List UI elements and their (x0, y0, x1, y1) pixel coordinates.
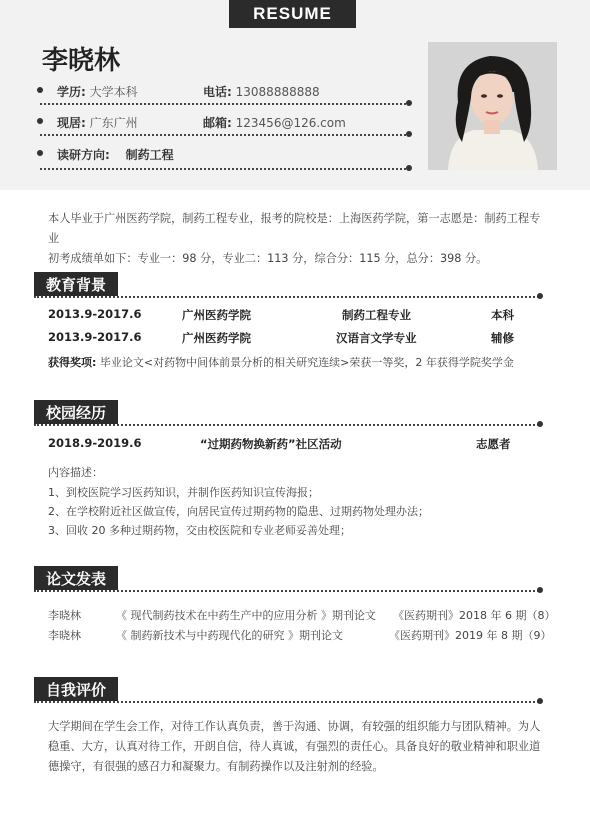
self-eval-line: 大学期间在学生会工作，对待工作认真负责，善于沟通、协调，有较强的组织能力与团队精神。为人 (48, 720, 541, 733)
edu-degree: 辅修 (491, 331, 514, 345)
awards-line (48, 354, 514, 370)
profile-photo (428, 42, 557, 170)
bullet-dot (537, 587, 543, 593)
paper-journal: 《医药期刊》2019 年 8 期（9） (389, 629, 552, 642)
summary-text (48, 209, 548, 269)
bullet-dot (37, 118, 43, 124)
section-title-campus: 校园经历 (34, 400, 118, 424)
dotted-divider (40, 103, 410, 105)
edu-period: 2013.9-2017.6 (48, 330, 142, 344)
edu-major: 制药工程专业 (342, 308, 411, 322)
location-label: 现居: (57, 116, 86, 130)
section-title-papers: 论文发表 (34, 566, 118, 590)
campus-role: 志愿者 (476, 437, 511, 451)
summary-line: 初考成绩单如下：专业一：98 分，专业二：113 分，综合分：115 分，总分：398 分。 (48, 252, 488, 265)
location-value: 广东广州 (89, 116, 138, 130)
edu-degree: 本科 (491, 308, 514, 322)
bullet-dot (406, 100, 412, 106)
awards-text: 毕业论文<对药物中间体前景分析的相关研究连续>荣获一等奖，2 年获得学院奖学金 (99, 356, 514, 369)
phone-label: 电话: (203, 85, 232, 99)
self-eval-text (48, 717, 548, 777)
phone-value: 13088888888 (235, 85, 320, 99)
bullet-dot (37, 87, 43, 93)
edu-school: 广州医药学院 (182, 308, 251, 322)
paper-journal: 《医药期刊》2018 年 6 期（8） (393, 609, 556, 622)
section-divider (34, 296, 539, 298)
direction-value: 制药工程 (125, 148, 174, 162)
dotted-divider (40, 134, 410, 136)
email-label: 邮箱: (203, 116, 232, 130)
section-title-self-eval: 自我评价 (34, 677, 118, 701)
bullet-dot (537, 421, 543, 427)
campus-desc-item: 1、到校医院学习医药知识，并制作医药知识宣传海报； (48, 486, 319, 499)
paper-author: 李晓林 (48, 609, 81, 622)
campus-period: 2018.9-2019.6 (48, 436, 142, 450)
resume-banner: RESUME (229, 0, 356, 28)
email-value: 123456@126.com (235, 116, 346, 130)
paper-title: 《 制药新技术与中药现代化的研究 》期刊论文 (116, 629, 343, 642)
section-divider (34, 424, 539, 426)
location-field (57, 114, 138, 131)
campus-activity: “过期药物换新药”社区活动 (200, 437, 342, 451)
education-field (57, 83, 138, 100)
edu-major: 汉语言文学专业 (336, 331, 417, 345)
portrait-icon (428, 42, 557, 170)
bullet-dot (537, 698, 543, 704)
bullet-dot (537, 293, 543, 299)
section-divider (34, 590, 539, 592)
dotted-divider (40, 168, 410, 170)
bullet-dot (406, 165, 412, 171)
paper-title: 《 现代制药技术在中药生产中的应用分析 》期刊论文 (116, 609, 376, 622)
education-label: 学历: (57, 85, 86, 99)
bullet-dot (37, 150, 43, 156)
awards-label: 获得奖项: (48, 356, 97, 369)
section-divider (34, 701, 539, 703)
paper-author: 李晓林 (48, 629, 81, 642)
summary-line: 本人毕业于广州医药学院，制药工程专业，报考的院校是：上海医药学院，第一志愿是：制药工程专业 (48, 212, 541, 245)
candidate-name: 李晓林 (42, 46, 121, 76)
direction-label: 读研方向: (57, 148, 110, 162)
campus-desc-item: 2、在学校附近社区做宣传，向居民宣传过期药物的隐患、过期药物处理办法； (48, 505, 429, 518)
edu-period: 2013.9-2017.6 (48, 307, 142, 321)
campus-desc-label: 内容描述： (48, 466, 103, 479)
education-value: 大学本科 (89, 85, 138, 99)
bullet-dot (406, 131, 412, 137)
self-eval-line: 稳重、大方，认真对待工作，开朗自信，待人真诚，有强烈的责任心。具备良好的敬业精神和职业道 (48, 740, 541, 753)
email-field (203, 114, 346, 131)
campus-desc-item: 3、回收 20 多种过期药物，交由校医院和专业老师妥善处理； (48, 524, 351, 537)
phone-field (203, 83, 320, 100)
section-title-education: 教育背景 (34, 272, 118, 296)
edu-school: 广州医药学院 (182, 331, 251, 345)
direction-field (57, 146, 174, 163)
self-eval-line: 德操守，有很强的感召力和凝聚力。有制药操作以及注射剂的经验。 (48, 760, 384, 773)
